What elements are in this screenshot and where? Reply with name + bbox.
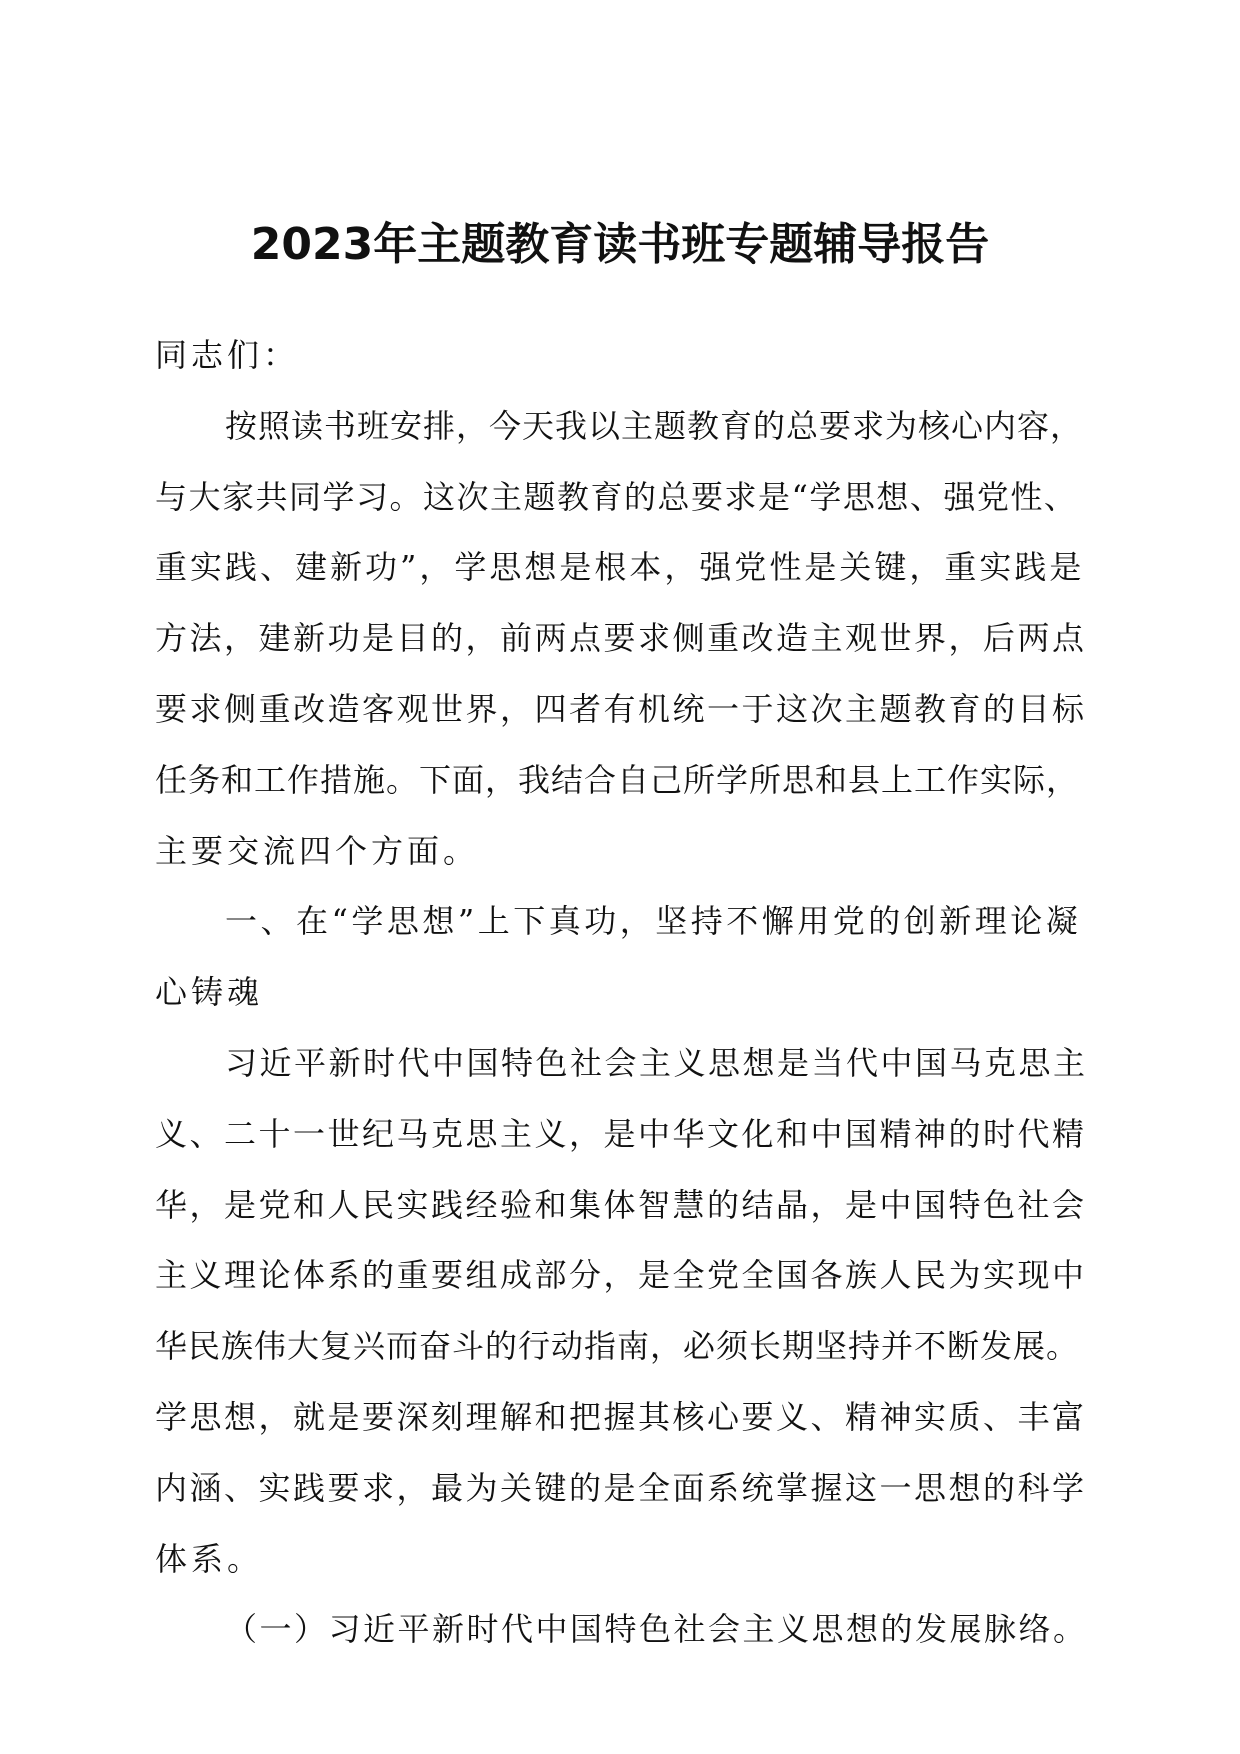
- body-line: 与大家共同学习。这次主题教育的总要求是“学思想、强党性、: [155, 477, 1078, 516]
- body-line: 一、在“学思想”上下真功，坚持不懈用党的创新理论凝: [225, 902, 1082, 941]
- body-line: 学思想，就是要深刻理解和把握其核心要义、精神实质、丰富: [155, 1397, 1087, 1436]
- body-line: 方法，建新功是目的，前两点要求侧重改造主观世界，后两点: [155, 619, 1087, 658]
- body-line: 华民族伟大复兴而奋斗的行动指南，必须长期坚持并不断发展。: [155, 1327, 1080, 1366]
- body-line: 主要交流四个方面。: [155, 831, 480, 870]
- body-line: 按照读书班安排，今天我以主题教育的总要求为核心内容，: [225, 406, 1084, 445]
- body-line: 华，是党和人民实践经验和集体智慧的结晶，是中国特色社会: [155, 1185, 1087, 1224]
- body-line: 习近平新时代中国特色社会主义思想是当代中国马克思主: [225, 1043, 1088, 1082]
- body-line: 同志们：: [155, 336, 300, 374]
- document-title: 2023年主题教育读书班专题辅导报告: [250, 219, 990, 270]
- body-line: 体系。: [155, 1539, 264, 1578]
- body-line: 要求侧重改造客观世界，四者有机统一于这次主题教育的目标: [155, 689, 1087, 728]
- body-line: 心铸魂: [155, 973, 264, 1012]
- body-line: 内涵、实践要求，最为关键的是全面系统掌握这一思想的科学: [155, 1468, 1087, 1507]
- body-line: 任务和工作措施。下面，我结合自己所学所思和县上工作实际，: [155, 760, 1080, 799]
- body-line: （一）习近平新时代中国特色社会主义思想的发展脉络。: [225, 1610, 1088, 1649]
- body-line: 主义理论体系的重要组成部分，是全党全国各族人民为实现中: [155, 1256, 1087, 1295]
- document-body: [155, 320, 1090, 1665]
- body-line: 重实践、建新功”，学思想是根本，强党性是关键，重实践是: [155, 548, 1085, 587]
- body-line: 义、二十一世纪马克思主义，是中华文化和中国精神的时代精: [155, 1114, 1087, 1153]
